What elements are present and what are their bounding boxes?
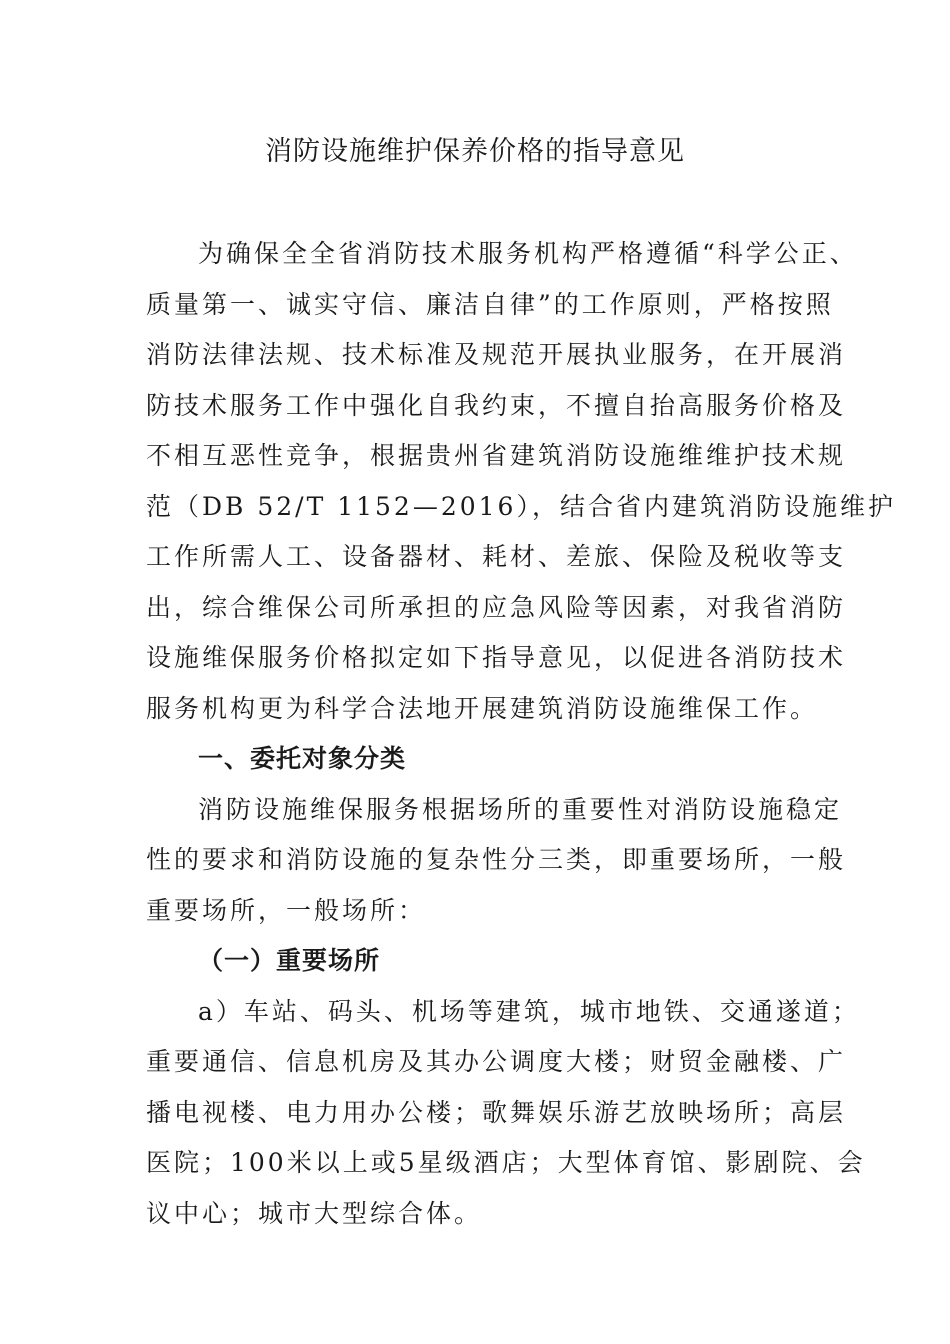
document-body — [146, 229, 896, 1239]
subsection-paragraph — [146, 987, 866, 1240]
intro-line: 为确保全全省消防技术服务机构严格遵循“科学公正、 — [198, 239, 858, 268]
subsection-line: a）车站、码头、机场等建筑，城市地铁、交通遂道； — [198, 996, 860, 1026]
intro-line: 消防法律法规、技术标准及规范开展执业服务，在开展消 — [146, 340, 847, 369]
subsection-line: 医院；100米以上或5星级酒店；大型体育馆、影剧院、会 — [146, 1148, 866, 1177]
intro-line: 工作所需人工、设备器材、耗材、差旅、保险及税收等支 — [146, 542, 847, 571]
intro-paragraph — [146, 229, 896, 734]
intro-line: 防技术服务工作中强化自我约束，不擅自抬高服务价格及 — [146, 390, 847, 420]
section-line: 性的要求和消防设施的复杂性分三类，即重要场所，一般 — [146, 845, 847, 874]
subsection-heading: （一）重要场所 — [198, 946, 381, 975]
intro-line: 不相互恶性竞争，根据贵州省建筑消防设施维维护技术规 — [146, 441, 847, 470]
section-heading: 一、委托对象分类 — [198, 744, 407, 773]
subsection-line: 议中心；城市大型综合体。 — [146, 1198, 483, 1228]
intro-line: 质量第一、诚实守信、廉洁自律”的工作原则，严格按照 — [146, 289, 834, 319]
intro-line: 服务机构更为科学合法地开展建筑消防设施维保工作。 — [146, 693, 819, 723]
subsection-line: 重要通信、信息机房及其办公调度大楼；财贸金融楼、广 — [146, 1047, 847, 1076]
intro-line: 出，综合维保公司所承担的应急风险等因素，对我省消防 — [146, 592, 847, 622]
section-line: 消防设施维保服务根据场所的重要性对消防设施稳定 — [198, 794, 843, 824]
subsection-line: 播电视楼、电力用办公楼；歌舞娱乐游艺放映场所；高层 — [146, 1097, 847, 1127]
section-paragraph — [146, 785, 847, 937]
document-title: 消防设施维护保养价格的指导意见 — [265, 136, 685, 167]
intro-line: 设施维保服务价格拟定如下指导意见，以促进各消防技术 — [146, 643, 847, 672]
section-line: 重要场所，一般场所： — [146, 895, 427, 925]
intro-line: 范（DB 52/T 1152—2016），结合省内建筑消防设施维护 — [146, 491, 896, 521]
